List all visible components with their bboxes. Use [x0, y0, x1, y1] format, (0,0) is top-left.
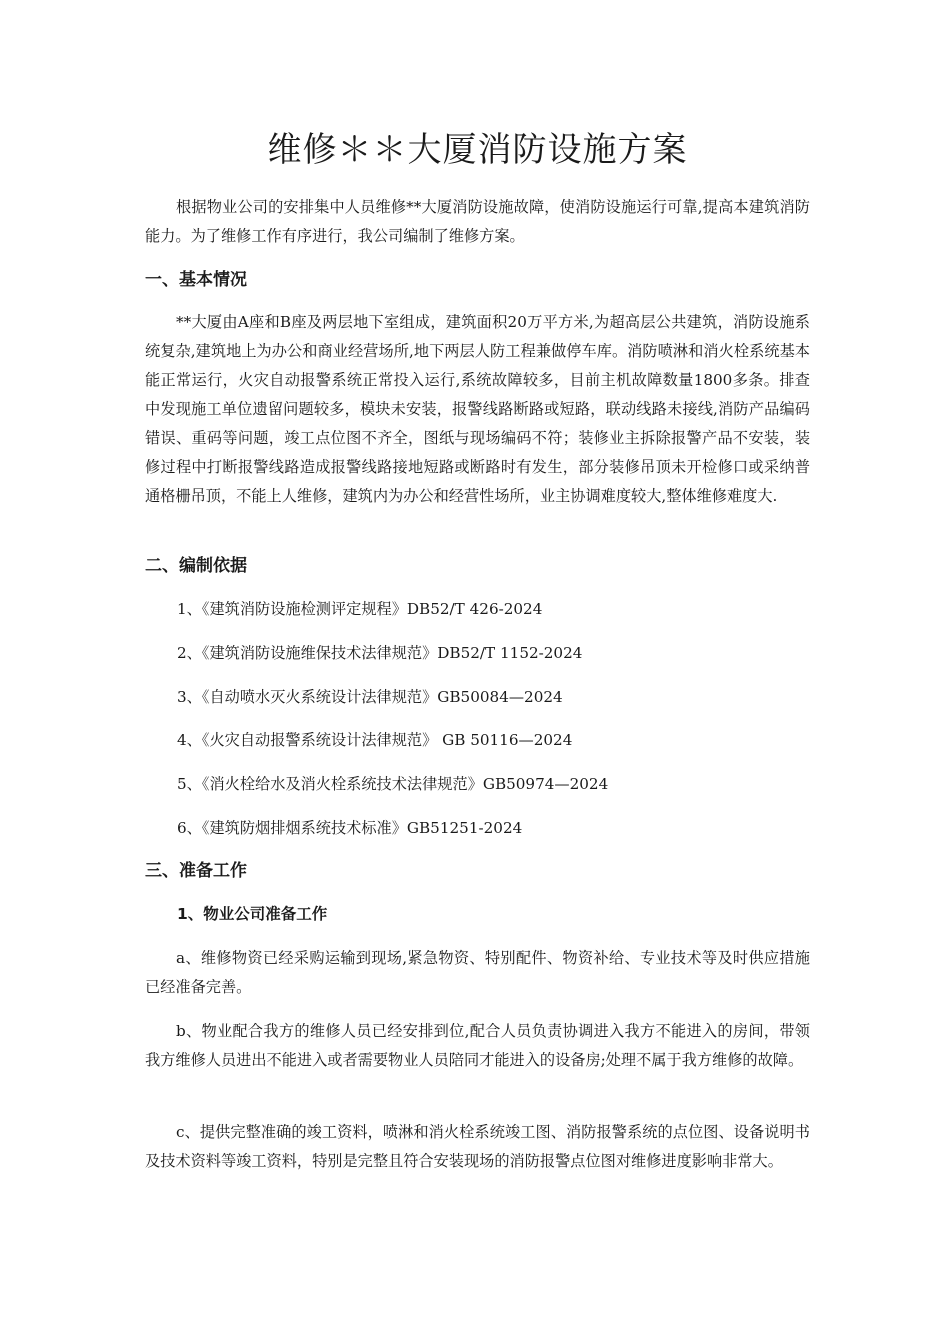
- section-heading-basic-info: 一、基本情况: [145, 270, 247, 290]
- reference-item: 1、《建筑消防设施检测评定规程》DB52/T 426-2024: [177, 600, 543, 618]
- section-heading-preparation: 三、准备工作: [145, 861, 247, 881]
- reference-item: 2、《建筑消防设施维保技术法律规范》DB52/T 1152-2024: [177, 644, 583, 662]
- reference-item: 4、《火灾自动报警系统设计法律规范》 GB 50116—2024: [177, 731, 573, 749]
- reference-item: 6、《建筑防烟排烟系统技术标准》GB51251-2024: [177, 819, 523, 837]
- basic-info-paragraph: **大厦由A座和B座及两层地下室组成，建筑面积20万平方米,为超高层公共建筑，消防设施系统复杂,建筑地上为办公和商业经营场所,地下两层人防工程兼做停车库。消防喷淋和消火栓系统基本能正常运行，火灾自动报警系统正常投入运行,系统故障较多，目前主机故障数量1800多条。排查中发现施工单位遗留问题较多，模块未安装，报警线路断路或短路，联动线路未接线,消防产品编码错误、重码等问题，竣工点位图不齐全，图纸与现场编码不符；装修业主拆除报警产品不安装，装修过程中打断报警线路造成报警线路接地短路或断路时有发生，部分装修吊顶未开检修口或采纳普通格栅吊顶，不能上人维修，建筑内为办公和经营性场所，业主协调难度较大,整体维修难度大.: [145, 313, 810, 505]
- section-heading-basis: 二、编制依据: [145, 556, 247, 576]
- document-title: 维修＊＊大厦消防设施方案: [267, 130, 688, 170]
- preparation-item-a: a、维修物资已经采购运输到现场,紧急物资、特别配件、物资补给、专业技术等及时供应措施已经准备完善。: [145, 949, 810, 996]
- preparation-item-b: b、物业配合我方的维修人员已经安排到位,配合人员负责协调进入我方不能进入的房间，带领我方维修人员进出不能进入或者需要物业人员陪同才能进入的设备房;处理不属于我方维修的故障。: [145, 1022, 810, 1069]
- reference-item: 3、《自动喷水灭火系统设计法律规范》GB50084—2024: [177, 688, 563, 706]
- reference-item: 5、《消火栓给水及消火栓系统技术法律规范》GB50974—2024: [177, 775, 609, 793]
- subsection-heading-property: 1、物业公司准备工作: [177, 905, 328, 923]
- intro-paragraph: 根据物业公司的安排集中人员维修**大厦消防设施故障，使消防设施运行可靠,提高本建筑消防能力。为了维修工作有序进行，我公司编制了维修方案。: [145, 198, 810, 245]
- preparation-item-c: c、提供完整准确的竣工资料，喷淋和消火栓系统竣工图、消防报警系统的点位图、设备说明书及技术资料等竣工资料，特别是完整且符合安装现场的消防报警点位图对维修进度影响非常大。: [145, 1123, 810, 1170]
